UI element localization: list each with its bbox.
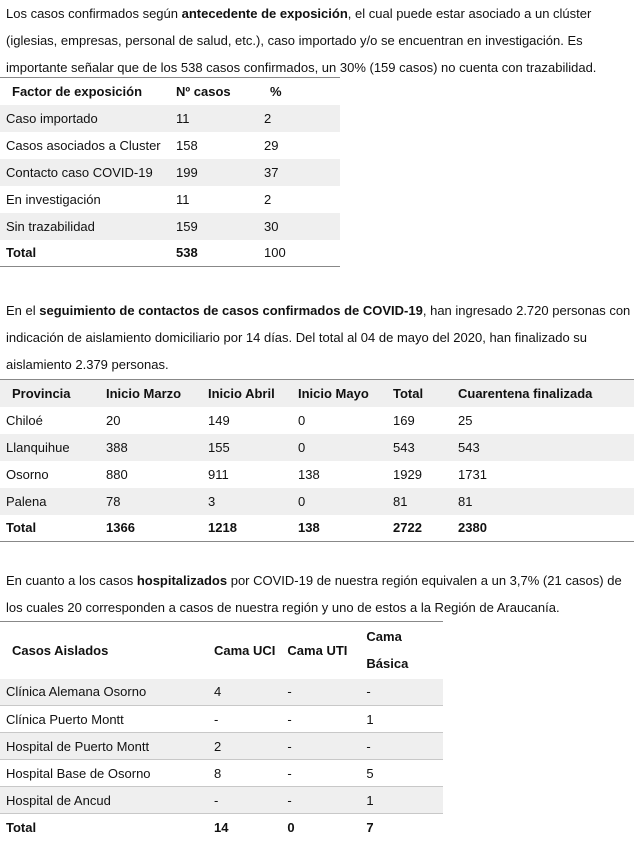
table-cell: -	[360, 679, 443, 706]
column-header: Factor de exposición	[12, 83, 143, 99]
column-header-line: Básica	[366, 656, 409, 672]
column-header: Cama UTI	[287, 642, 348, 658]
table-cell: Palena	[0, 488, 100, 515]
column-header: Inicio Marzo	[100, 380, 202, 407]
column-header: Casos Aislados	[12, 642, 109, 658]
table-row	[0, 132, 340, 159]
column-header-line: Cama	[366, 629, 402, 645]
table-cell: 388	[100, 434, 202, 461]
table-row	[0, 186, 340, 213]
table-cell: 1	[360, 787, 443, 814]
table-header-row	[0, 622, 443, 679]
table-cell: Llanquihue	[0, 434, 100, 461]
column-header: Nº casos	[176, 83, 231, 99]
table-cell: Contacto caso COVID-19	[0, 159, 170, 186]
column-header: Cuarentena finalizada	[452, 380, 634, 407]
table-cell: 3	[202, 488, 292, 515]
paragraph-text: , han ingresado 2.720 personas con indicación de aislamiento domiciliario por 14 días. Del total al 04 de mayo del 2020, han finalizado su aislamiento 2.379 personas.	[6, 303, 631, 372]
table-cell: 2	[208, 733, 281, 760]
table-cell: -	[281, 679, 360, 706]
table-cell: 0	[298, 412, 306, 428]
table-cell: Osorno	[6, 466, 49, 482]
paragraph-text: , el cual puede estar asociado a un clúster (iglesias, empresas, personal de salud, etc.), caso importado y/o se encuentran en investigación. Es importante señalar que de los 538 casos confirmados, un 30% (159 casos) no cuenta con trazabilidad.	[6, 6, 597, 75]
table-cell: -	[281, 706, 360, 733]
paragraph-hospitalized	[6, 567, 632, 621]
table-cell: 29	[264, 137, 279, 153]
table-cell: 911	[208, 466, 229, 482]
paragraph-bold-text: seguimiento de contactos de casos confirmados de COVID-19	[39, 303, 423, 318]
table-cell: 543	[452, 434, 634, 461]
table-cell: 100	[264, 245, 286, 261]
table-cell: Sin trazabilidad	[0, 213, 170, 240]
table-total-row	[0, 515, 634, 542]
table-cell: 1366	[106, 520, 135, 536]
table-cell: 138	[298, 466, 320, 482]
paragraph-exposure	[6, 0, 632, 81]
table-cell: -	[208, 706, 281, 733]
table-cell: 81	[387, 488, 452, 515]
table-cell: Hospital de Ancud	[0, 787, 208, 814]
paragraph-contact-tracing	[6, 297, 632, 378]
table-total-row	[0, 240, 340, 267]
table-header-row	[0, 380, 634, 407]
column-header	[360, 622, 443, 679]
table-row	[0, 706, 443, 733]
table-cell: 2380	[458, 520, 487, 536]
table-cell: 8	[208, 760, 281, 787]
table-cell: 7	[366, 819, 374, 835]
table-cell: Total	[6, 819, 37, 835]
table-cell: -	[360, 733, 443, 760]
table-row	[0, 733, 443, 760]
table-cell: En investigación	[6, 191, 101, 207]
table-row	[0, 159, 340, 186]
table-cell: 158	[176, 137, 198, 153]
paragraph-bold-text: hospitalizados	[136, 573, 228, 588]
table-cell: 880	[106, 466, 128, 482]
table-cell: Hospital Base de Osorno	[0, 760, 208, 787]
table-cell: -	[281, 760, 360, 787]
table-cell: 0	[292, 488, 387, 515]
table-row	[0, 461, 634, 488]
table-cell: Clínica Alemana Osorno	[0, 679, 208, 706]
table-cell: 1	[360, 706, 443, 733]
table-row	[0, 105, 340, 132]
table-cell: 1731	[458, 466, 487, 482]
table-cell: 2722	[393, 520, 422, 536]
exposure-factor-table	[0, 77, 340, 267]
table-cell: 5	[360, 760, 443, 787]
table-cell: 169	[393, 412, 415, 428]
table-row	[0, 488, 634, 515]
table-cell: 2	[258, 105, 340, 132]
table-cell: 78	[100, 488, 202, 515]
table-cell: 30	[258, 213, 340, 240]
table-cell: Casos asociados a Cluster	[6, 137, 161, 153]
table-row	[0, 407, 634, 434]
table-row	[0, 787, 443, 814]
table-cell: 1218	[208, 520, 237, 536]
column-header: Provincia	[0, 380, 100, 407]
table-row	[0, 679, 443, 706]
table-cell: 2	[264, 191, 272, 207]
table-row	[0, 213, 340, 240]
table-cell: 0	[292, 434, 387, 461]
column-header: Inicio Mayo	[292, 380, 387, 407]
hospital-beds-table	[0, 621, 443, 841]
table-cell: -	[281, 787, 360, 814]
table-cell: 538	[176, 245, 198, 261]
paragraph-text: Los casos confirmados según	[6, 6, 182, 21]
table-cell: 11	[176, 191, 190, 207]
table-cell: -	[281, 733, 360, 760]
table-cell: 0	[287, 819, 295, 835]
table-cell: 37	[258, 159, 340, 186]
table-cell: 543	[387, 434, 452, 461]
paragraph-text: por COVID-19 de nuestra región equivalen a un 3,7% (21 casos) de los cuales 20 corresponden a casos de nuestra región y uno de estos a la Región de Araucanía.	[6, 573, 622, 615]
table-cell: Chiloé	[6, 412, 43, 428]
table-total-row	[0, 814, 443, 841]
province-contacts-table	[0, 379, 634, 542]
table-cell: -	[208, 787, 281, 814]
table-cell: 159	[170, 213, 258, 240]
table-row	[0, 434, 634, 461]
paragraph-text: En el	[6, 303, 40, 318]
table-cell: 20	[106, 412, 121, 428]
paragraph-bold-text: antecedente de exposición	[181, 6, 348, 21]
table-cell: Caso importado	[0, 105, 170, 132]
table-cell: 14	[214, 819, 229, 835]
table-row	[0, 760, 443, 787]
table-cell: Total	[6, 245, 37, 261]
table-header-row	[0, 78, 340, 105]
column-header: %	[270, 83, 282, 99]
table-cell: Hospital de Puerto Montt	[0, 733, 208, 760]
table-cell: Total	[6, 520, 37, 536]
column-header: Total	[387, 380, 452, 407]
table-cell: 1929	[393, 466, 422, 482]
paragraph-text: En cuanto a los casos	[6, 573, 137, 588]
table-cell: 25	[458, 412, 473, 428]
table-cell: 149	[208, 412, 230, 428]
table-cell: 81	[452, 488, 634, 515]
table-cell: 4	[208, 679, 281, 706]
table-cell: 138	[298, 520, 320, 536]
table-cell: Clínica Puerto Montt	[0, 706, 208, 733]
table-cell: 11	[170, 105, 258, 132]
table-cell: 199	[170, 159, 258, 186]
column-header: Cama UCI	[214, 642, 276, 658]
column-header: Inicio Abril	[202, 380, 292, 407]
table-cell: 155	[202, 434, 292, 461]
